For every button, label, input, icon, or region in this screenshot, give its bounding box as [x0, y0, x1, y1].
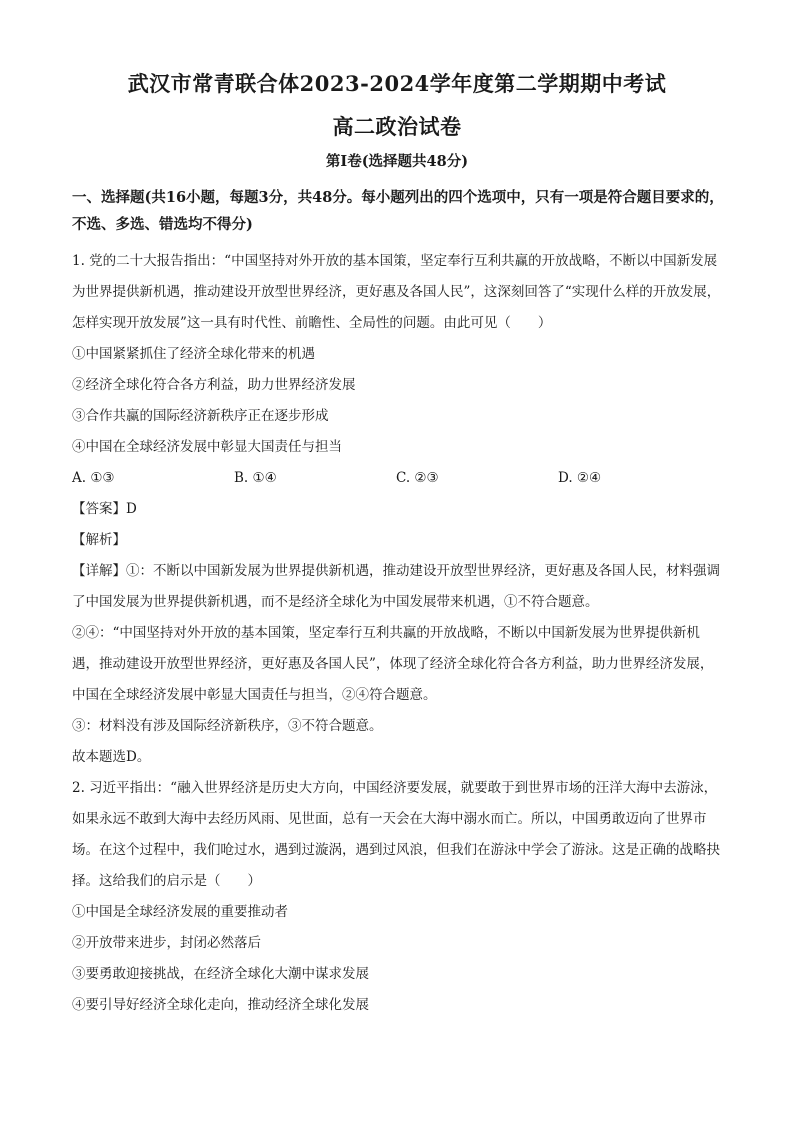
option-a: A. ①③ [72, 470, 115, 486]
question-1-item: ②经济全球化符合各方利益，助力世界经济发展 [72, 377, 356, 393]
question-1-analysis-label: 【解析】 [72, 532, 126, 548]
question-1-item: ④中国在全球经济发展中彰显大国责任与担当 [72, 439, 342, 455]
option-d: D. ②④ [558, 470, 602, 486]
question-1-explanation: 【详解】①：不断以中国新发展为世界提供新机遇，推动建设开放型世界经济，更好惠及各国人民，材料强调了中国发展为世界提供新机遇，而不是经济全球化为中国发展带来机遇，①不符合题意。 [72, 563, 720, 610]
section-instructions: 一、选择题(共16小题，每题3分，共48分。每小题列出的四个选项中，只有一项是符合题目要求的，不选、多选、错选均不得分) [72, 189, 724, 233]
question-body [72, 246, 722, 1021]
question-2-item: ①中国是全球经济发展的重要推动者 [72, 904, 288, 920]
question-2-item: ④要引导好经济全球化走向，推动经济全球化发展 [72, 997, 369, 1013]
question-2-stem: 2. 习近平指出：“融入世界经济是历史大方向，中国经济要发展，就要敢于到世界市场的汪洋大海中去游泳，如果永远不敢到大海中去经历风雨、见世面，总有一天会在大海中溺水而亡。所以，中国勇敢迈向了世界市场。在这个过程中，我们呛过水，遇到过漩涡，遇到过风浪，但我们在游泳中学会了游泳。这是正确的战略抉择。这给我们的启示是（ ） [72, 780, 720, 889]
question-1-answer: 【答案】D [72, 501, 137, 517]
option-b: B. ①④ [234, 470, 277, 486]
question-1-stem: 1. 党的二十大报告指出：“中国坚持对外开放的基本国策，坚定奉行互利共赢的开放战略，不断以中国新发展为世界提供新机遇，推动建设开放型世界经济，更好惠及各国人民”，这深刻回答了“实现什么样的开放发展，怎样实现开放发展”这一具有时代性、前瞻性、全局性的问题。由此可见（ ） [72, 253, 721, 331]
question-1-explanation: ③：材料没有涉及国际经济新秩序，③不符合题意。 [72, 718, 383, 734]
exam-subtitle: 高二政治试卷 [332, 114, 462, 139]
exam-title: 武汉市常青联合体2023-2024学年度第二学期期中考试 [127, 71, 667, 96]
option-c: C. ②③ [396, 470, 439, 486]
question-1-item: ①中国紧紧抓住了经济全球化带来的机遇 [72, 346, 315, 362]
question-1-options [72, 463, 722, 494]
question-2-item: ②开放带来进步，封闭必然落后 [72, 935, 261, 951]
question-1-item: ③合作共赢的国际经济新秩序正在逐步形成 [72, 408, 329, 424]
question-1-explanation: ②④：“中国坚持对外开放的基本国策，坚定奉行互利共赢的开放战略，不断以中国新发展为世界提供新机遇，推动建设开放型世界经济，更好惠及各国人民”，体现了经济全球化符合各方利益，助力世界经济发展，中国在全球经济发展中彰显大国责任与担当，②④符合题意。 [72, 625, 714, 703]
volume-heading: 第Ⅰ卷(选择题共48分) [325, 153, 469, 170]
question-1-conclusion: 故本题选D。 [72, 749, 151, 765]
question-2-item: ③要勇敢迎接挑战，在经济全球化大潮中谋求发展 [72, 966, 369, 982]
